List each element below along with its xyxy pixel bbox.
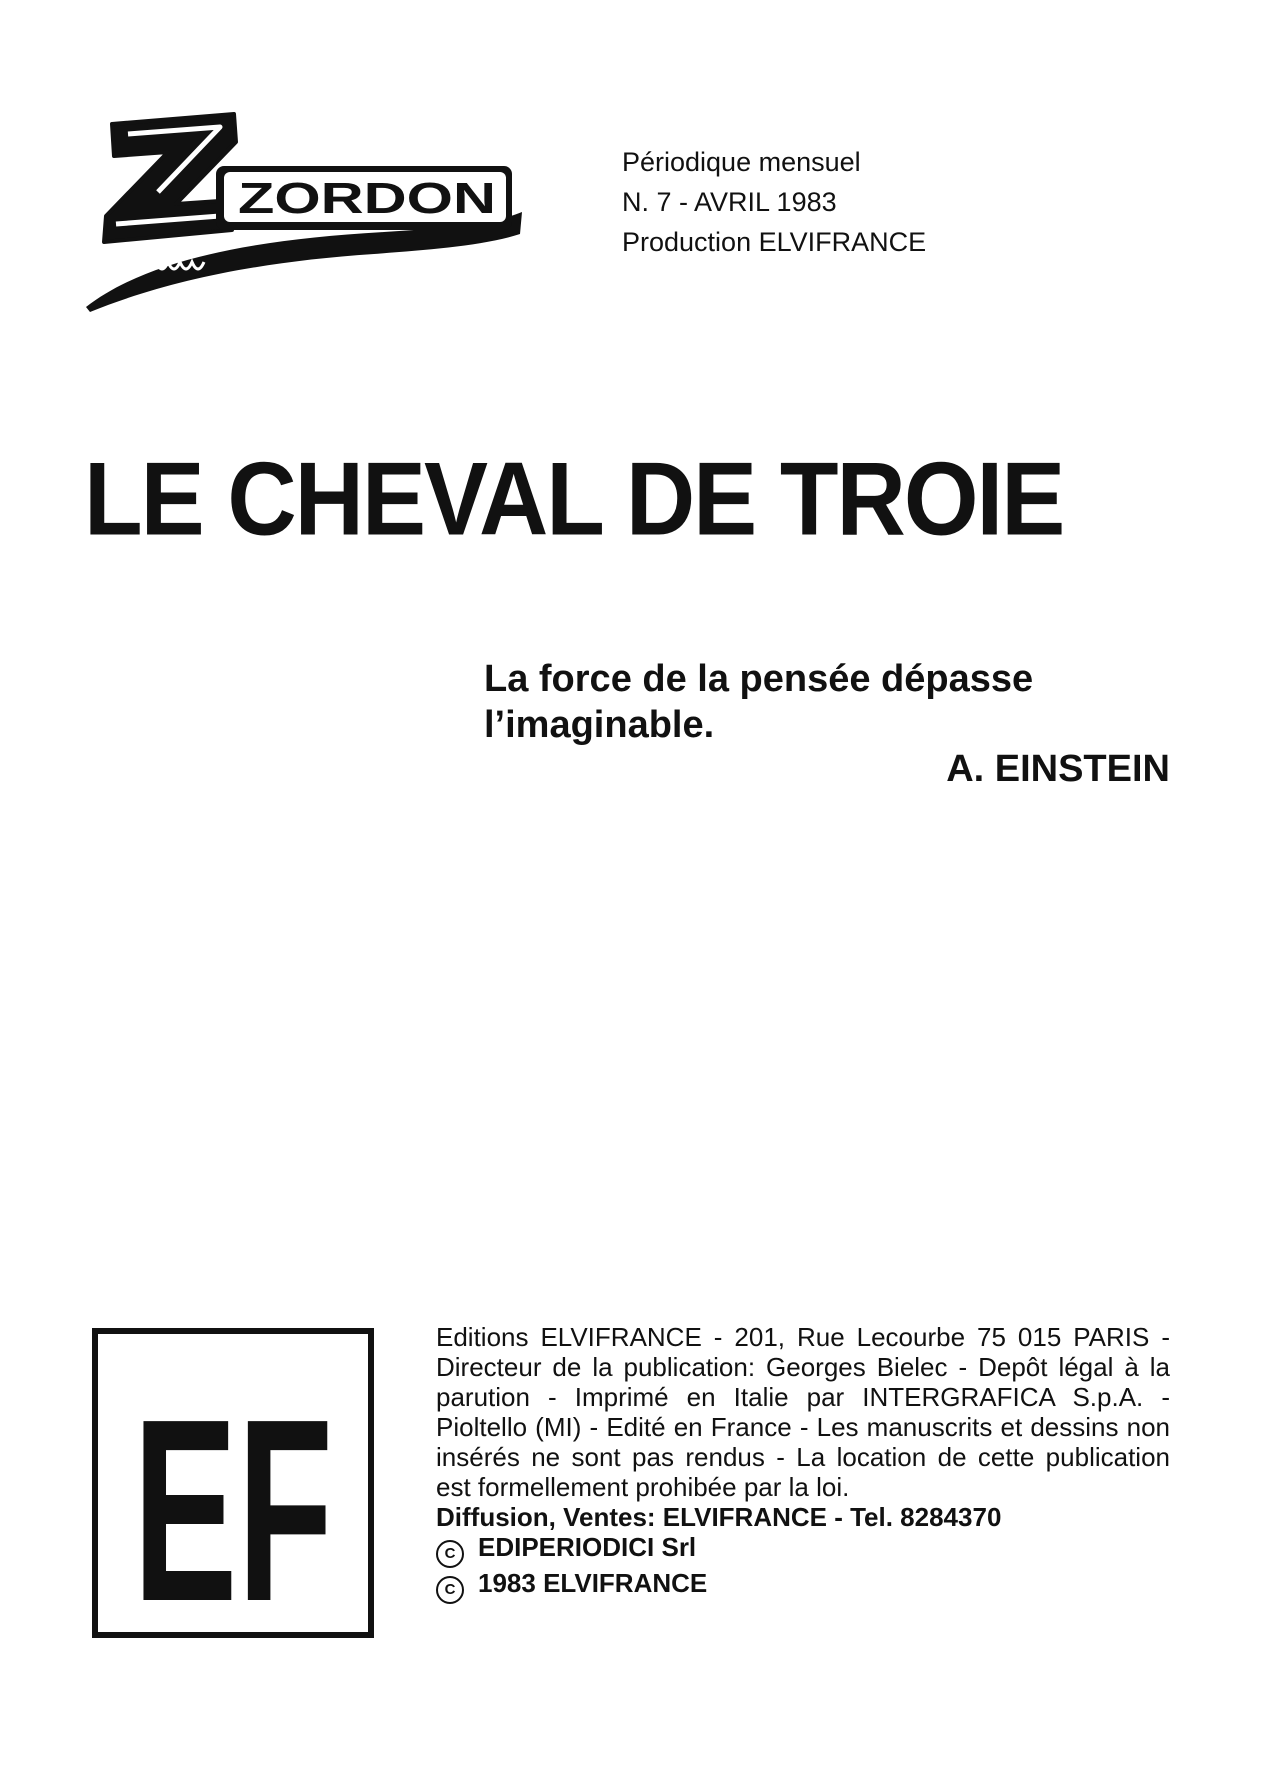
story-title: LE CHEVAL DE TROIE — [84, 441, 1064, 558]
issue-number: N. 7 - AVRIL 1983 — [622, 187, 837, 217]
copyright-holder-1: EDIPERIODICI Srl — [478, 1532, 697, 1562]
copyright-line-1 — [436, 1532, 1170, 1568]
production-credit: Production ELVIFRANCE — [622, 227, 927, 257]
copyright-line-2 — [436, 1568, 1170, 1604]
ef-logo-text: EF — [133, 1366, 333, 1638]
logo-text: ZORDON — [238, 174, 496, 223]
ef-publisher-logo-icon — [92, 1328, 374, 1638]
copyright-icon: C — [436, 1540, 464, 1568]
copyright-holder-2: 1983 ELVIFRANCE — [478, 1568, 708, 1598]
epigraph-quote: La force de la pensée dépasse l’imaginable. — [484, 658, 1034, 746]
distribution-info: Diffusion, Ventes: ELVIFRANCE - Tel. 8284370 — [436, 1502, 1002, 1532]
masthead — [622, 142, 926, 262]
colophon — [436, 1322, 1170, 1604]
legal-notice: Editions ELVIFRANCE - 201, Rue Lecourbe 75 015 PARIS - Directeur de la publication: Georges Bielec - Depôt légal à la parution - Imprimé en Italie par INTERGRAFICA S.p.A. - Pioltello (MI) - Edité en France - Les manuscrits et dessins non insérés ne sont pas rendus - La location de cette publication est formellement prohibée par la loi. — [436, 1322, 1170, 1502]
copyright-icon: C — [436, 1576, 464, 1604]
periodicity: Périodique mensuel — [622, 147, 861, 177]
epigraph-author: A. EINSTEIN — [946, 748, 1170, 790]
zordon-logo-icon — [84, 112, 524, 312]
